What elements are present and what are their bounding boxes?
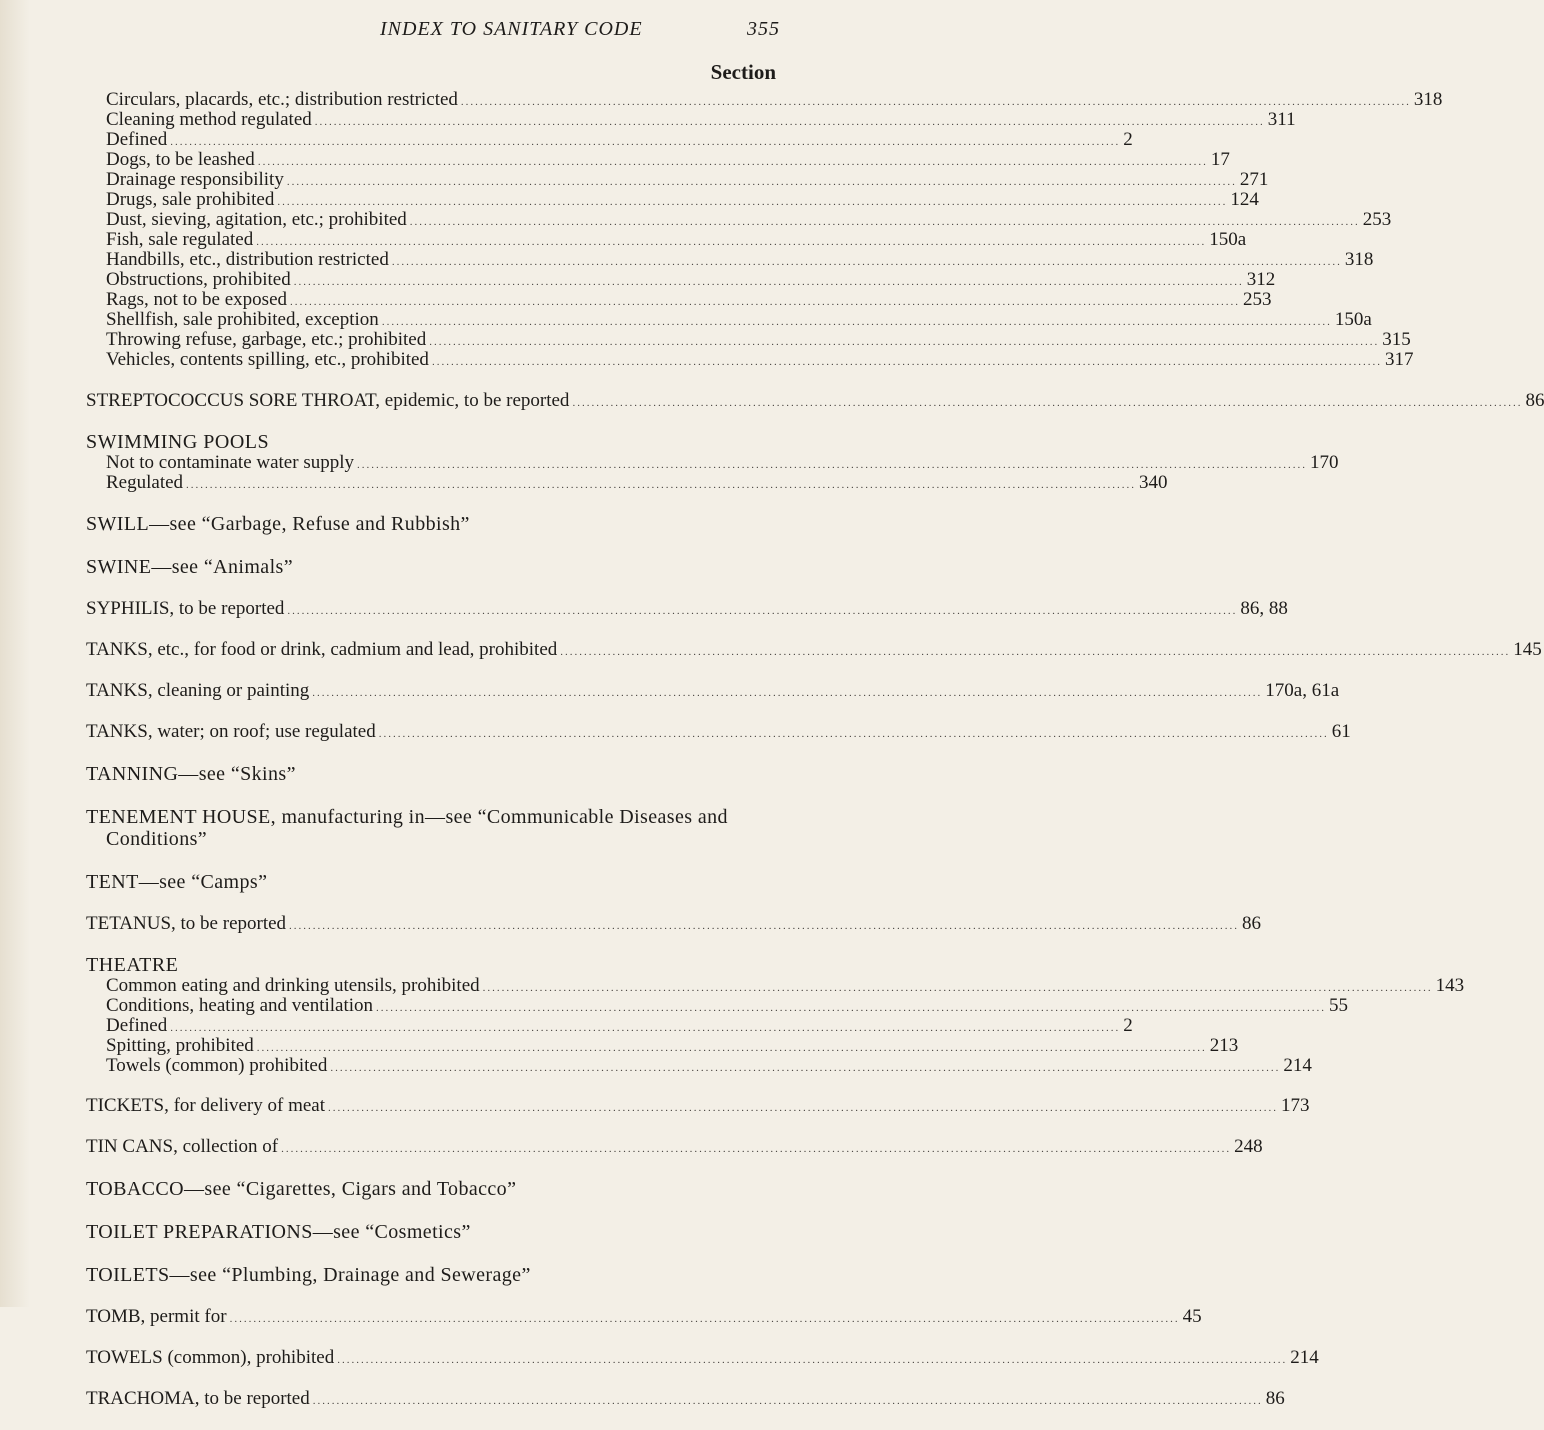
circulars-subentries <box>86 89 1443 370</box>
entry-streptococcus: STREPTOCOCCUS SORE THROAT, epidemic, to be reported ..... 86 <box>86 391 772 411</box>
entry-tanks-water: TANKS, water; on roof; use regulated ..... 61 <box>86 722 772 742</box>
entry-tanks-food: TANKS, etc., for food or drink, cadmium and lead, prohibited ..... 145 <box>86 640 772 660</box>
entry-tenement-house: TENEMENT HOUSE, manufacturing in—see “Communicable Diseases and Conditions” <box>86 806 728 850</box>
page-edge-shadow <box>0 0 30 1307</box>
index-subentry: Drainage responsibility ..... 271 <box>86 170 772 190</box>
entry-swine: SWINE—see “Animals” <box>86 556 293 578</box>
entry-swill: SWILL—see “Garbage, Refuse and Rubbish” <box>86 513 470 535</box>
index-subentry: Drugs, sale prohibited ..... 124 <box>86 190 772 210</box>
entry-trachoma: TRACHOMA, to be reported ..... 86 <box>86 1389 772 1409</box>
entry-tanks-cleaning: TANKS, cleaning or painting ..... 170a, 61a <box>86 681 772 701</box>
page-number: 355 <box>747 18 780 40</box>
index-subentry: Rags, not to be exposed ..... 253 <box>86 290 772 310</box>
entry-tent: TENT—see “Camps” <box>86 871 268 893</box>
index-subentry: Vehicles, contents spilling, etc., prohibited ..... 317 <box>86 350 772 370</box>
running-title: INDEX TO SANITARY CODE <box>380 18 643 40</box>
index-heading: SWIMMING POOLS <box>86 431 270 453</box>
index-subentry: Handbills, etc., distribution restricted ..... 318 <box>86 250 772 270</box>
entry-towels: TOWELS (common), prohibited ..... 214 <box>86 1348 772 1368</box>
entry-tomb: TOMB, permit for ..... 45 <box>86 1307 772 1327</box>
index-subentry: Conditions, heating and ventilation ..... 55 <box>86 996 772 1016</box>
section-column-heading: Section <box>710 60 776 84</box>
page-header <box>380 18 780 44</box>
index-subentry: Throwing refuse, garbage, etc.; prohibited ..... 315 <box>86 330 772 350</box>
index-subentry: Defined ..... 2 <box>86 1016 772 1036</box>
index-subentry: Fish, sale regulated ..... 150a <box>86 230 772 250</box>
index-subentry: Common eating and drinking utensils, prohibited ..... 143 <box>86 976 772 996</box>
index-subentry: Dogs, to be leashed ..... 17 <box>86 150 772 170</box>
entry-theatre <box>86 954 1465 1076</box>
index-subentry: Cleaning method regulated ..... 311 <box>86 110 772 130</box>
entry-tin-cans: TIN CANS, collection of ..... 248 <box>86 1137 772 1157</box>
entry-tickets: TICKETS, for delivery of meat ..... 173 <box>86 1096 772 1116</box>
entry-swimming-pools <box>86 431 1339 493</box>
entry-tetanus: TETANUS, to be reported ..... 86 <box>86 914 772 934</box>
index-subentry: Spitting, prohibited ..... 213 <box>86 1036 772 1056</box>
index-subentry: Not to contaminate water supply ..... 170 <box>86 453 772 473</box>
index-subentry: Dust, sieving, agitation, etc.; prohibited ..... 253 <box>86 210 772 230</box>
index-subentry: Defined ..... 2 <box>86 130 772 150</box>
entry-syphilis: SYPHILIS, to be reported ..... 86, 88 <box>86 599 772 619</box>
index-subentry: Towels (common) prohibited ..... 214 <box>86 1056 772 1076</box>
index-subentry: Obstructions, prohibited ..... 312 <box>86 270 772 290</box>
index-subentry: Regulated ..... 340 <box>86 473 772 493</box>
entry-toilets: TOILETS—see “Plumbing, Drainage and Sewerage” <box>86 1264 531 1286</box>
entry-toilet-preparations: TOILET PREPARATIONS—see “Cosmetics” <box>86 1221 471 1243</box>
entry-tobacco: TOBACCO—see “Cigarettes, Cigars and Tobacco” <box>86 1178 517 1200</box>
index-body <box>86 89 1544 1430</box>
index-heading: THEATRE <box>86 954 179 976</box>
index-subentry: Shellfish, sale prohibited, exception ..... 150a <box>86 310 772 330</box>
index-subentry: Circulars, placards, etc.; distribution restricted ..... 318 <box>86 90 772 110</box>
entry-tanning: TANNING—see “Skins” <box>86 763 296 785</box>
